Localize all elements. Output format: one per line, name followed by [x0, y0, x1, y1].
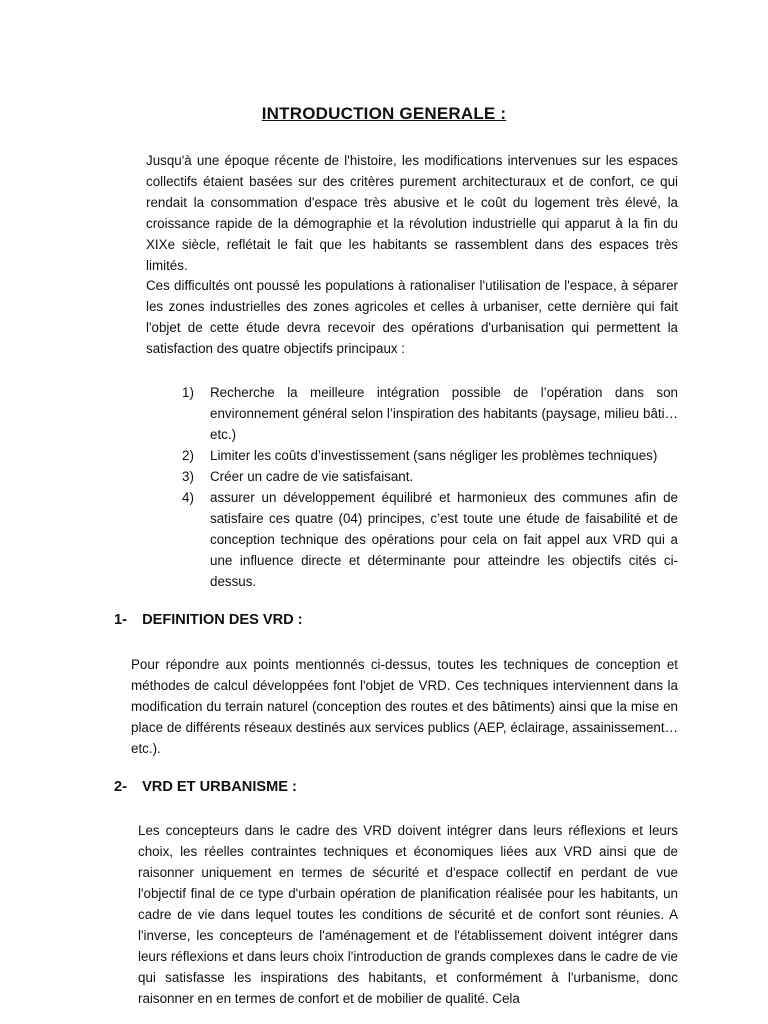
objectives-list [176, 382, 678, 592]
definition-paragraph: Pour répondre aux points mentionnés ci-dessus, toutes les techniques de conception et méthodes de calcul développées font l'objet de VRD. Ces techniques interviennent dans la modification du terrain naturel (conception des routes et des bâtiments) ainsi que la mise en place de différents réseaux destinés aux services publics (AEP, éclairage, assainissement…etc.). [131, 657, 678, 756]
list-item-text: assurer un développement équilibré et harmonieux des communes afin de satisfaire ces quatre (04) principes, c’est toute une étude de faisabilité et de conception technique des opérations pour cela on fait appel aux VRD qui a une influence directe et déterminante pour atteindre les objectifs cités ci-dessus. [210, 490, 678, 589]
page-title: INTRODUCTION GENERALE : [261, 104, 507, 123]
urbanisme-paragraph: Les concepteurs dans le cadre des VRD doivent intégrer dans leurs réflexions et leurs choix, les réelles contraintes techniques et économiques liées aux VRD ainsi que de raisonner uniquement en termes de sécurité et d'espace collectif en perdant de vue l'objectif final de ce type d'urbain opération de planification réalisée pour les habitants, un cadre de vie dans lequel toutes les conditions de sécurité et de confort sont réunies. A l'inverse, les concepteurs de l'aménagement et de l'établissement doivent intégrer dans leurs réflexions et dans leurs choix l'introduction de grands complexes dans le cadre de vie qui satisfasse les inspirations des habitants, et conformément à l'urbanisme, donc raisonner en en termes de confort et de mobilier de qualité. Cela [138, 823, 678, 1006]
list-item [176, 382, 678, 445]
list-item [176, 445, 678, 466]
list-item [176, 487, 678, 592]
list-item-text: Créer un cadre de vie satisfaisant. [210, 469, 414, 484]
list-item-text: Limiter les coûts d’investissement (sans négliger les problèmes techniques) [210, 448, 658, 463]
list-item-number: 4) [182, 490, 194, 505]
section-number: 2- [114, 779, 127, 795]
list-item-number: 3) [182, 469, 194, 484]
list-item-text: Recherche la meilleure intégration possible de l’opération dans son environnement général selon l’inspiration des habitants (paysage, milieu bâti…etc.) [210, 385, 678, 442]
intro-paragraph-2: Ces difficultés ont poussé les populations à rationaliser l'utilisation de l'espace, à séparer les zones industrielles des zones agricoles et celles à urbaniser, cette dernière qui fait l'objet de cette étude devra recevoir des opérations d'urbanisation qui permettent la satisfaction des quatre objectifs principaux : [146, 278, 678, 356]
section-title: VRD ET URBANISME : [142, 779, 297, 795]
section-heading-urbanisme [114, 779, 297, 795]
intro-paragraph-1: Jusqu'à une époque récente de l'histoire, les modifications intervenues sur les espaces collectifs étaient basées sur des critères purement architecturaux et de confort, ce qui rendait la consommation d'espace très abusive et le coût du logement très élevé, la croissance rapide de la démographie et la révolution industrielle qui apparut à la fin du XIXe siècle, reflétait le fait que les habitants se rassemblent dans des espaces très limités. [146, 153, 678, 273]
list-item [176, 466, 678, 487]
section-number: 1- [114, 612, 127, 628]
section-heading-definition [114, 612, 303, 628]
list-item-number: 2) [182, 448, 194, 463]
section-title: DEFINITION DES VRD : [142, 612, 303, 628]
list-item-number: 1) [182, 385, 194, 400]
